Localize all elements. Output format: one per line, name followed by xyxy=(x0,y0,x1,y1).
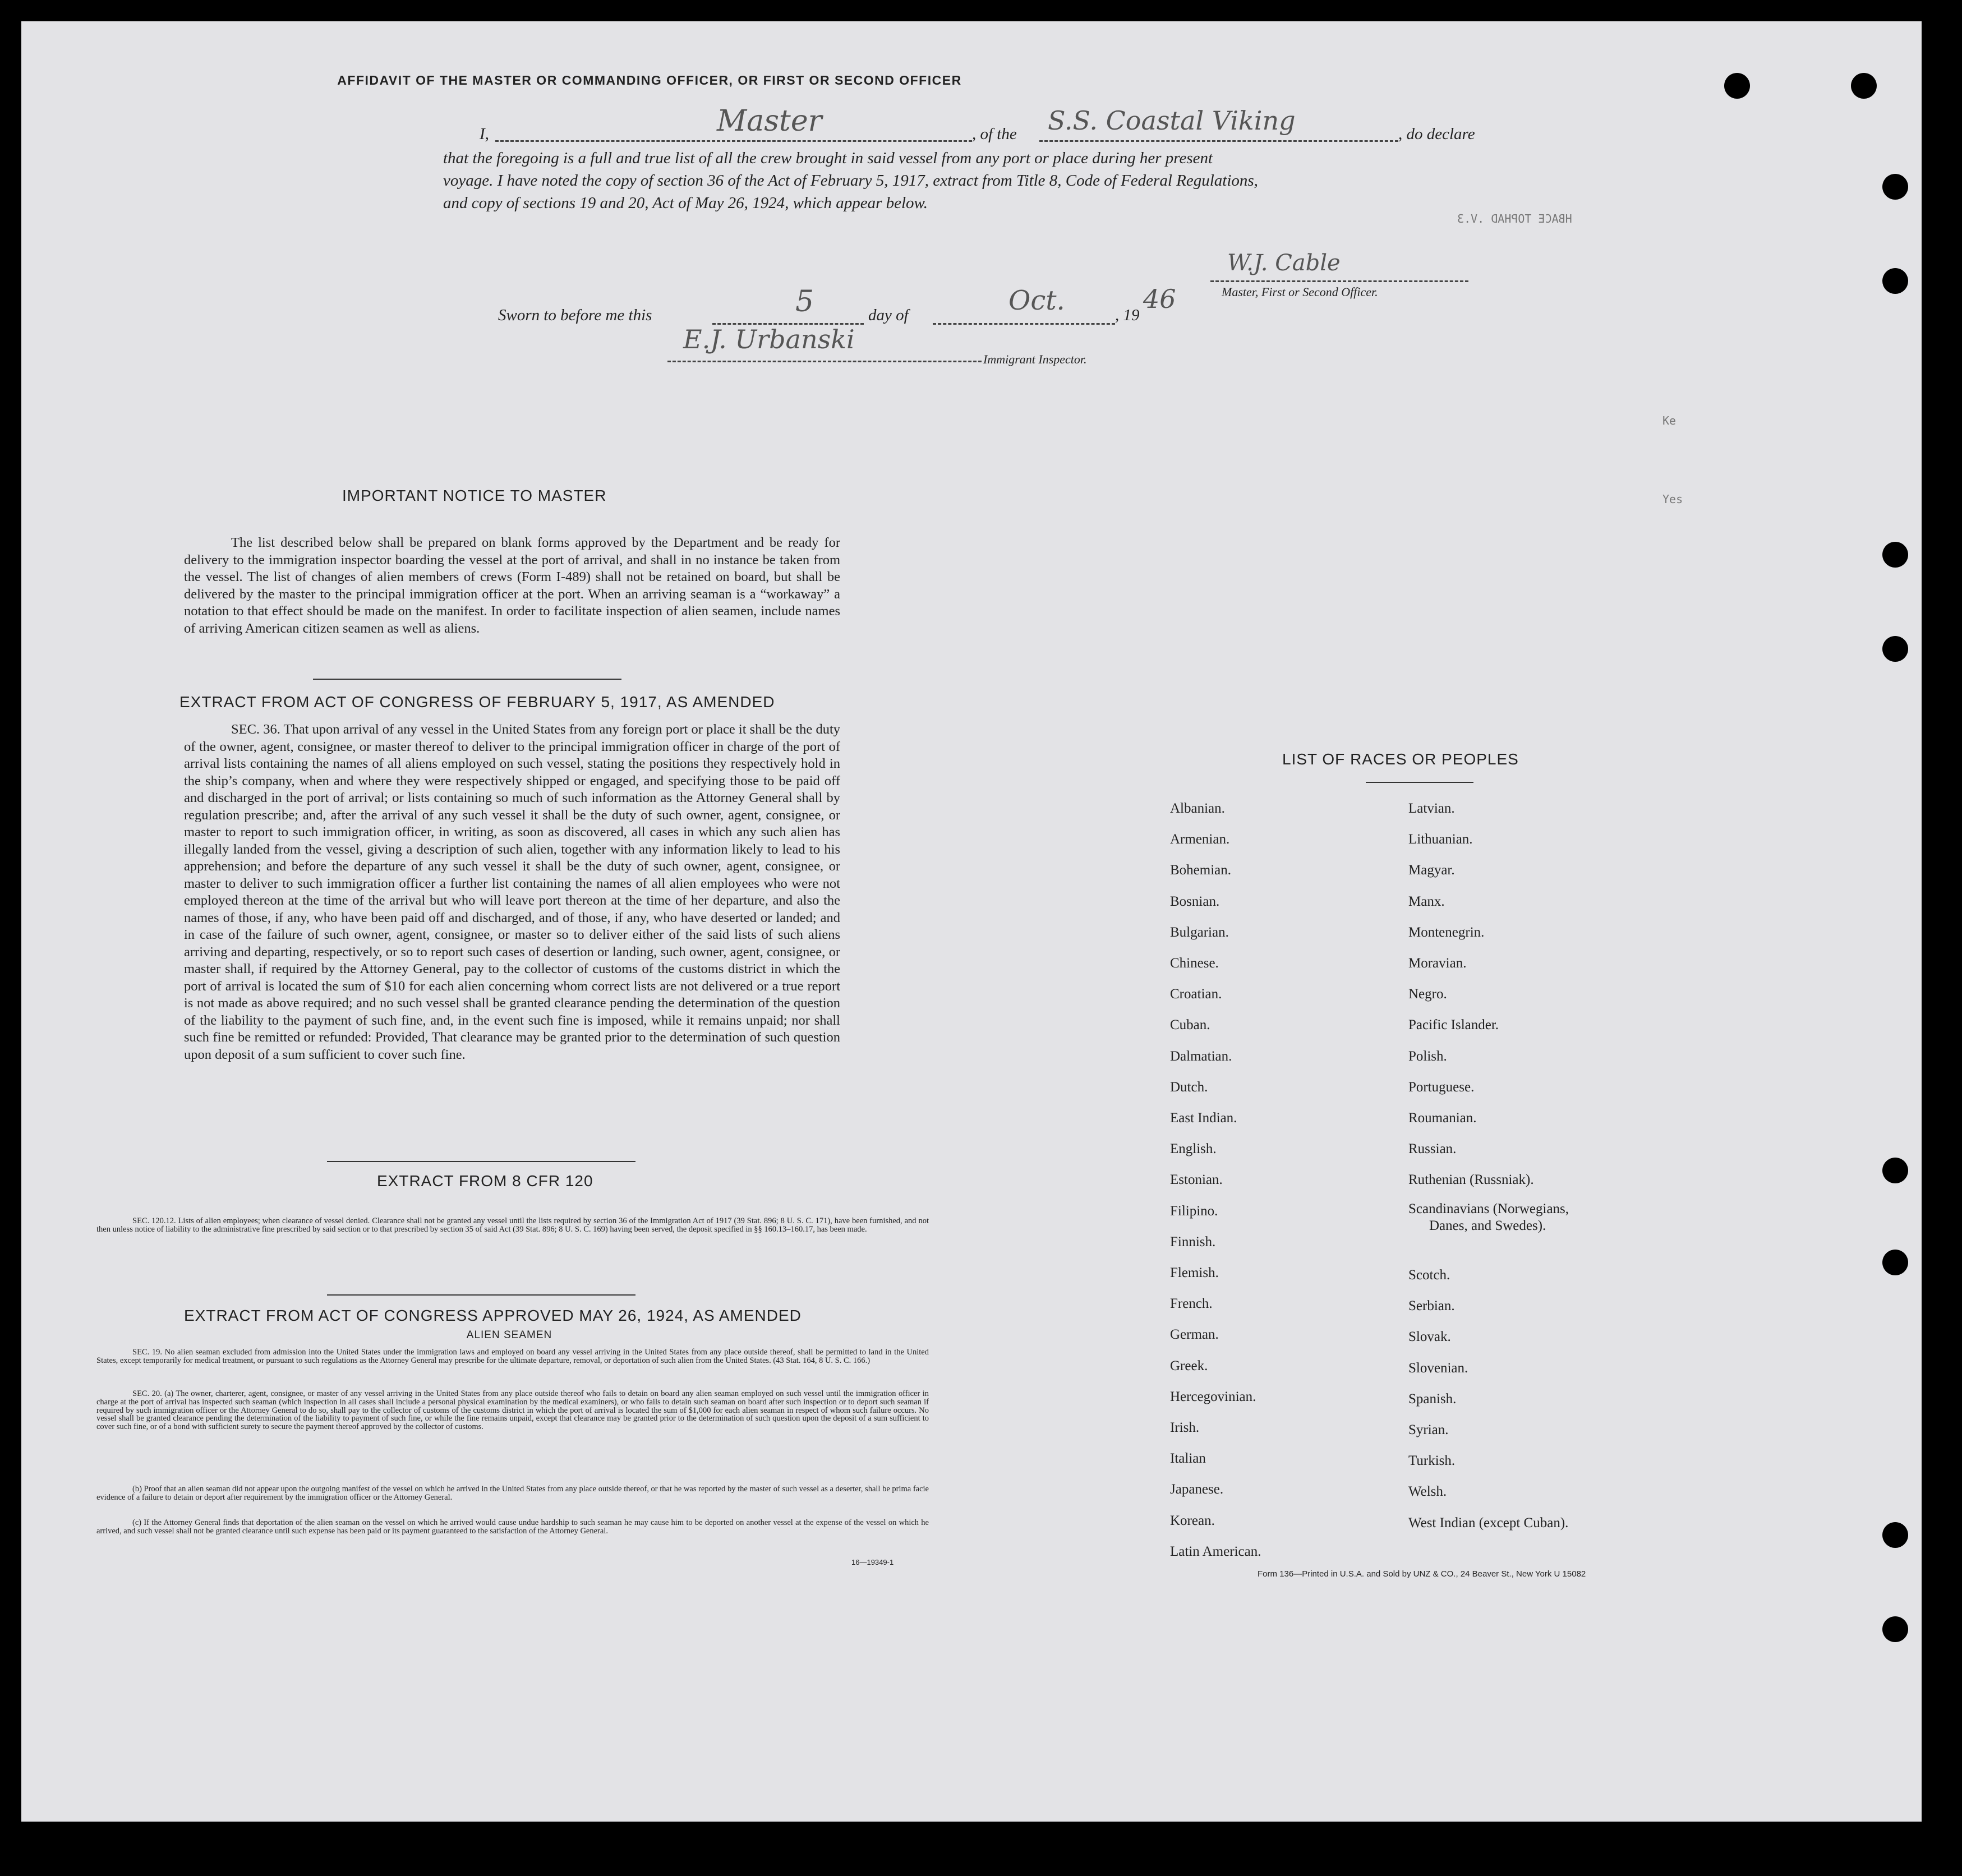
race-item: Albanian. xyxy=(1170,801,1225,816)
race-item: Scandinavians (Norwegians, xyxy=(1408,1201,1569,1216)
bleed-through-mark: Ke xyxy=(1662,414,1677,427)
race-item: Latin American. xyxy=(1170,1543,1261,1559)
race-item: Magyar. xyxy=(1408,863,1455,878)
race-item: West Indian (except Cuban). xyxy=(1408,1515,1569,1531)
extract-1924-title: EXTRACT FROM ACT OF CONGRESS APPROVED MAY 26, 1924, AS AMENDED xyxy=(184,1307,802,1324)
inspector-label: Immigrant Inspector. xyxy=(983,352,1087,366)
race-item: Hercegovinian. xyxy=(1170,1389,1256,1404)
race-item: Montenegrin. xyxy=(1408,924,1485,940)
sec-20c-text: (c) If the Attorney General finds that deportation of the alien seaman on the vessel on which he arrived would cause undue hardship to such seaman he may cause him to be deported on another vessel at the expense of the vessel on which he arrived, and such vessel shall not be granted clearance until such expense has been paid or its payment guaranteed to the satisfaction of the Attorney General. xyxy=(96,1518,929,1536)
race-item: Latvian. xyxy=(1408,801,1455,816)
handwritten-month: Oct. xyxy=(1008,285,1065,316)
day-of-label: day of xyxy=(868,306,909,324)
race-item: Danes, and Swedes). xyxy=(1429,1218,1546,1233)
race-item: Cuban. xyxy=(1170,1017,1210,1033)
bleed-through-mark: HBACE TOPHAD .V.3 xyxy=(1457,212,1572,225)
race-item: Flemish. xyxy=(1170,1265,1219,1280)
race-item: East Indian. xyxy=(1170,1110,1237,1126)
race-item: Finnish. xyxy=(1170,1234,1216,1250)
race-item: Polish. xyxy=(1408,1048,1447,1064)
extract-1917-title: EXTRACT FROM ACT OF CONGRESS OF FEBRUARY 5, 1917, AS AMENDED xyxy=(179,693,775,711)
handwritten-name: Master xyxy=(717,104,822,138)
affidavit-line-2: that the foregoing is a full and true list of all the crew brought in said vessel from any port or place during her present xyxy=(443,149,1213,167)
race-item: Roumanian. xyxy=(1408,1110,1477,1126)
punch-hole xyxy=(1882,542,1908,568)
affidavit-line-4: and copy of sections 19 and 20, Act of May 26, 1924, which appear below. xyxy=(443,194,928,212)
sec-20b-text: (b) Proof that an alien seaman did not appear upon the outgoing manifest of the vessel on which he arrived in the United States from any place outside thereof, or that he was reported by the master of such vessel as a deserter, shall be prima facie evidence of a failure to detain or deport after requirement by the immigration officer or the Attorney General. xyxy=(96,1485,929,1502)
signature-label: Master, First or Second Officer. xyxy=(1222,285,1378,299)
divider xyxy=(327,1161,635,1162)
race-item: Syrian. xyxy=(1408,1422,1449,1437)
affidavit-declare: , do declare xyxy=(1398,125,1475,143)
handwritten-vessel: S.S. Coastal Viking xyxy=(1048,105,1296,136)
race-item: Spanish. xyxy=(1408,1391,1457,1407)
punch-hole xyxy=(1882,1616,1908,1642)
race-item: English. xyxy=(1170,1141,1217,1157)
race-item: Moravian. xyxy=(1408,956,1467,971)
race-item: Filipino. xyxy=(1170,1203,1218,1219)
divider xyxy=(327,1294,635,1296)
race-item: Turkish. xyxy=(1408,1453,1456,1469)
handwritten-inspector: E.J. Urbanski xyxy=(683,324,855,354)
race-item: German. xyxy=(1170,1327,1219,1343)
race-item: Dutch. xyxy=(1170,1079,1208,1095)
extract-1924-subtitle: ALIEN SEAMEN xyxy=(466,1329,552,1341)
sworn-label: Sworn to before me this xyxy=(498,306,652,324)
affidavit-of-the: , of the xyxy=(972,125,1017,143)
sec-19-text: SEC. 19. No alien seaman excluded from admission into the United States under the immigration laws and employed on board any vessel arriving in the United States from any place outside thereof, shall be permitted to land in the United States, except temporarily for medical treatment, or pursuant to such regulations as the Attorney General may prescribe for the ultimate departure, removal, or deportation of such alien from the United States. (43 Stat. 164, 8 U. S. C. 166.) xyxy=(96,1348,929,1365)
race-item: Ruthenian (Russniak). xyxy=(1408,1172,1534,1188)
signature-line xyxy=(1210,280,1468,282)
race-item: Pacific Islander. xyxy=(1408,1017,1499,1033)
race-item: Lithuanian. xyxy=(1408,832,1473,847)
race-item: Armenian. xyxy=(1170,832,1230,847)
extract-1917-text: SEC. 36. That upon arrival of any vessel in the United States from any foreign port or place it shall be the duty of the owner, agent, consignee, or master thereof to deliver to the principal immigration officer in charge of the port of arrival lists containing the names of all aliens employed on such vessel, stating the positions they respectively hold in the ship’s company, when and where they were respectively shipped or engaged, and specifying those to be paid off and discharged in the port of arrival; or lists containing so much of such information as the Attorney General shall by regulation prescribe; and, after the arrival of any such vessel it shall be the duty of such owner, agent, consignee, or master to report to such immigration officer, in writing, as soon as discovered, all cases in which any such alien has illegally landed from the vessel, giving a description of such alien, together with any information likely to lead to his apprehension; and before the departure of any such vessel it shall be the duty of such owner, agent, consignee, or master to deliver to such immigration officer a further list containing the names of all alien employees who were not employed thereon at the time of the arrival but who will leave port thereon at the time of her departure, and also the names of those, if any, who have been paid off and discharged, and of those, if any, who have deserted or landed; and in case of the failure of such owner, agent, consignee, or master so to deliver either of the said lists of such aliens arriving and departing, respectively, or so to report such cases of desertion or landing, such owner, agent, consignee, or master shall, if required by the Attorney General, pay to the collector of customs of the customs district in which the port of arrival is located the sum of $10 for each alien concerning whom correct lists are not delivered or a true report is not made as above required; and no such vessel shall be granted clearance pending the determination of the question of the liability to the payment of such fine, and, in the event such fine is imposed, while it remains unpaid; nor shall such fine be remitted or refunded: Provided, That clearance may be granted prior to the determination of such question upon deposit of a sum sufficient to cover such fine. xyxy=(184,722,840,1062)
punch-hole xyxy=(1882,174,1908,200)
notice-title: IMPORTANT NOTICE TO MASTER xyxy=(342,487,607,504)
bleed-through-mark: Yes xyxy=(1662,492,1683,506)
race-item: Dalmatian. xyxy=(1170,1048,1232,1064)
handwritten-signature: W.J. Cable xyxy=(1227,250,1341,276)
race-item: Italian xyxy=(1170,1451,1206,1467)
affidavit-i: I, xyxy=(480,125,489,143)
month-line xyxy=(933,323,1115,325)
punch-hole xyxy=(1882,636,1908,662)
name-line xyxy=(495,140,972,142)
race-item: Korean. xyxy=(1170,1513,1215,1528)
race-item: Welsh. xyxy=(1408,1484,1447,1500)
race-item: Negro. xyxy=(1408,987,1447,1002)
punch-hole xyxy=(1882,1522,1908,1548)
document-page xyxy=(21,21,1922,1822)
race-item: Manx. xyxy=(1408,893,1445,909)
divider xyxy=(313,679,621,680)
sec-20a-text: SEC. 20. (a) The owner, charterer, agent, consignee, or master of any vessel arriving in the United States from any place outside thereof who fails to detain on board any alien seaman employed on such vessel until the immigration officer in charge at the port of arrival has inspected such seaman (which inspection in all cases shall include a personal physical examination by the medical examiners), or who fails to detain such seaman on board after such inspection or to deport such seaman if required by such immigration officer or the Attorney General to do so, shall pay to the collector of customs of the customs district in which the port of arrival is located the sum of $1,000 for each alien seaman in respect of whom such failure occurs. No vessel shall be granted clearance pending the determination of the liability to payment of such fine, or while the fine remains unpaid, except that clearance may be granted prior to the determination of such question upon the deposit of a sum sufficient to cover such fine, or of a bond with sufficient surety to secure the payment thereof approved by the collector of customs. xyxy=(96,1389,929,1432)
year-prefix: , 19 xyxy=(1115,306,1140,324)
punch-hole xyxy=(1882,1250,1908,1275)
race-item: Greek. xyxy=(1170,1358,1208,1373)
race-item: Irish. xyxy=(1170,1420,1200,1435)
race-item: Estonian. xyxy=(1170,1172,1223,1188)
affidavit-title: AFFIDAVIT OF THE MASTER OR COMMANDING OFFICER, OR FIRST OR SECOND OFFICER xyxy=(337,73,962,87)
cfr-text: SEC. 120.12. Lists of alien employees; when clearance of vessel denied. Clearance shall not be granted any vessel until the lists required by section 36 of the Immigration Act of 1917 (39 Stat. 896; 8 U. S. C. 171), have been furnished, and not then unless notice of liability to the administrative fine prescribed by said section or to that prescribed by section 35 of said Act (39 Stat. 896; 8 U. S. C. 169) having been served, the deposit specified in §§ 160.13–160.17, has been made. xyxy=(96,1216,929,1234)
race-item: Slovenian. xyxy=(1408,1360,1468,1376)
punch-hole xyxy=(1724,73,1750,99)
cfr-title: EXTRACT FROM 8 CFR 120 xyxy=(377,1172,593,1190)
printer-footer: Form 136—Printed in U.S.A. and Sold by UNZ & CO., 24 Beaver St., New York U 15082 xyxy=(1258,1569,1586,1579)
notice-text: The list described below shall be prepared on blank forms approved by the Department and be ready for delivery to the immigration inspector boarding the vessel at the port of arrival, and shall in no instance be taken from the vessel. The list of changes of alien members of crews (Form I-489) shall not be retained on board, but shall be delivered by the master to the principal immigration officer at the port. When an arriving seaman is a “workaway” a notation to that effect should be made on the manifest. In order to facilitate inspection of alien seamen, include names of arriving American citizen seamen as well as aliens. xyxy=(184,535,840,636)
affidavit-line-3: voyage. I have noted the copy of section 36 of the Act of February 5, 1917, extract from Title 8, Code of Federal Regulations, xyxy=(443,172,1258,190)
inspector-line xyxy=(667,361,982,362)
race-item: Chinese. xyxy=(1170,956,1219,971)
race-item: Croatian. xyxy=(1170,987,1222,1002)
race-item: Russian. xyxy=(1408,1141,1457,1157)
form-code: 16—19349-1 xyxy=(851,1558,894,1566)
punch-hole xyxy=(1851,73,1877,99)
race-item: Scotch. xyxy=(1408,1267,1450,1283)
race-item: Bulgarian. xyxy=(1170,924,1229,940)
race-item: Bohemian. xyxy=(1170,863,1232,878)
punch-hole xyxy=(1882,268,1908,294)
handwritten-day: 5 xyxy=(795,285,814,319)
races-title: LIST OF RACES OR PEOPLES xyxy=(1282,750,1519,768)
race-item: Slovak. xyxy=(1408,1329,1451,1345)
race-item: Serbian. xyxy=(1408,1298,1455,1314)
race-item: Bosnian. xyxy=(1170,893,1220,909)
vessel-line xyxy=(1039,140,1398,142)
races-underline xyxy=(1366,782,1473,783)
race-item: French. xyxy=(1170,1296,1213,1312)
race-item: Japanese. xyxy=(1170,1482,1224,1497)
handwritten-year: 46 xyxy=(1143,284,1176,314)
punch-hole xyxy=(1882,1158,1908,1183)
race-item: Portuguese. xyxy=(1408,1079,1475,1095)
